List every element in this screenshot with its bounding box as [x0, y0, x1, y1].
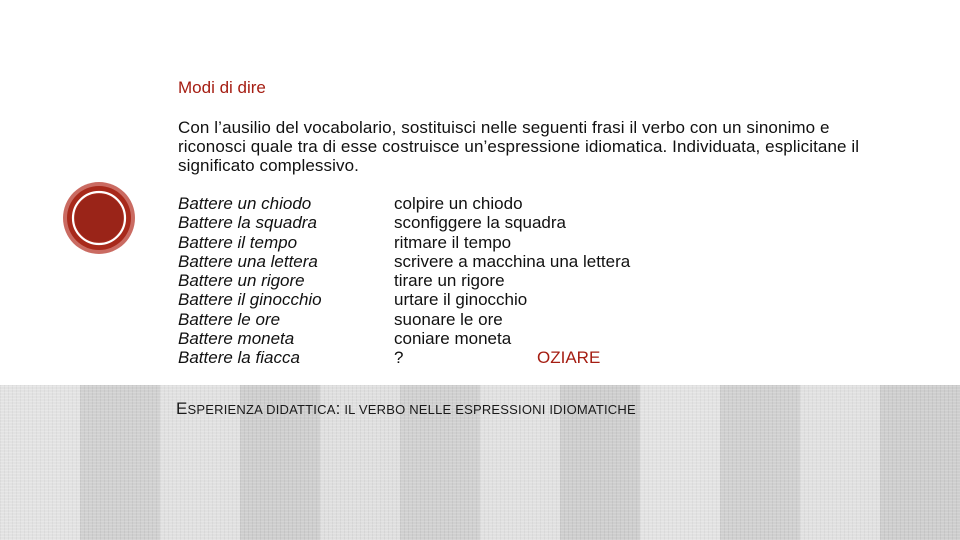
synonym-item: colpire un chiodo — [394, 194, 523, 213]
expression-item: Battere un chiodo — [178, 194, 312, 213]
slide-title: Modi di dire — [178, 78, 266, 97]
question-mark: ? — [394, 348, 404, 368]
synonym-item: urtare il ginocchio — [394, 290, 528, 310]
synonym-item: scrivere a macchina una lettera — [394, 251, 631, 271]
synonym-item-last — [394, 348, 630, 367]
footer-heading — [176, 399, 636, 419]
synonyms-column — [394, 194, 630, 368]
answer-text: OZIARE — [537, 348, 601, 368]
expression-item: Battere il tempo — [178, 232, 298, 252]
expressions-column — [178, 194, 322, 368]
synonym-item: ritmare il tempo — [394, 232, 512, 252]
expression-item: Battere una lettera — [178, 251, 318, 271]
expression-item: Battere un rigore — [178, 271, 305, 291]
footer-subheading: IL VERBO NELLE ESPRESSIONI IDIOMATICHE — [340, 402, 636, 417]
synonym-item: suonare le ore — [394, 309, 503, 329]
synonym-item: tirare un rigore — [394, 271, 505, 291]
instructions-text: Con l’ausilio del vocabolario, sostituisci nelle seguenti frasi il verbo con un sinonimo e riconosci quale tra di esse costruisce un’espressione idiomatica. Individuata, esplicitane il significato complessivo. — [178, 118, 860, 175]
footer-colon: : — [335, 399, 341, 418]
expression-item: Battere la squadra — [178, 213, 317, 233]
footer-initial: E — [176, 399, 188, 418]
expression-item: Battere il ginocchio — [178, 290, 322, 310]
circle-badge-icon — [62, 181, 136, 255]
expression-item: Battere la fiacca — [178, 348, 300, 368]
footer-heading-text: SPERIENZA DIDATTICA — [187, 402, 336, 417]
expression-item: Battere moneta — [178, 329, 295, 349]
expression-item: Battere le ore — [178, 309, 281, 329]
synonym-item: sconfiggere la squadra — [394, 213, 567, 233]
synonym-item: coniare moneta — [394, 329, 512, 349]
